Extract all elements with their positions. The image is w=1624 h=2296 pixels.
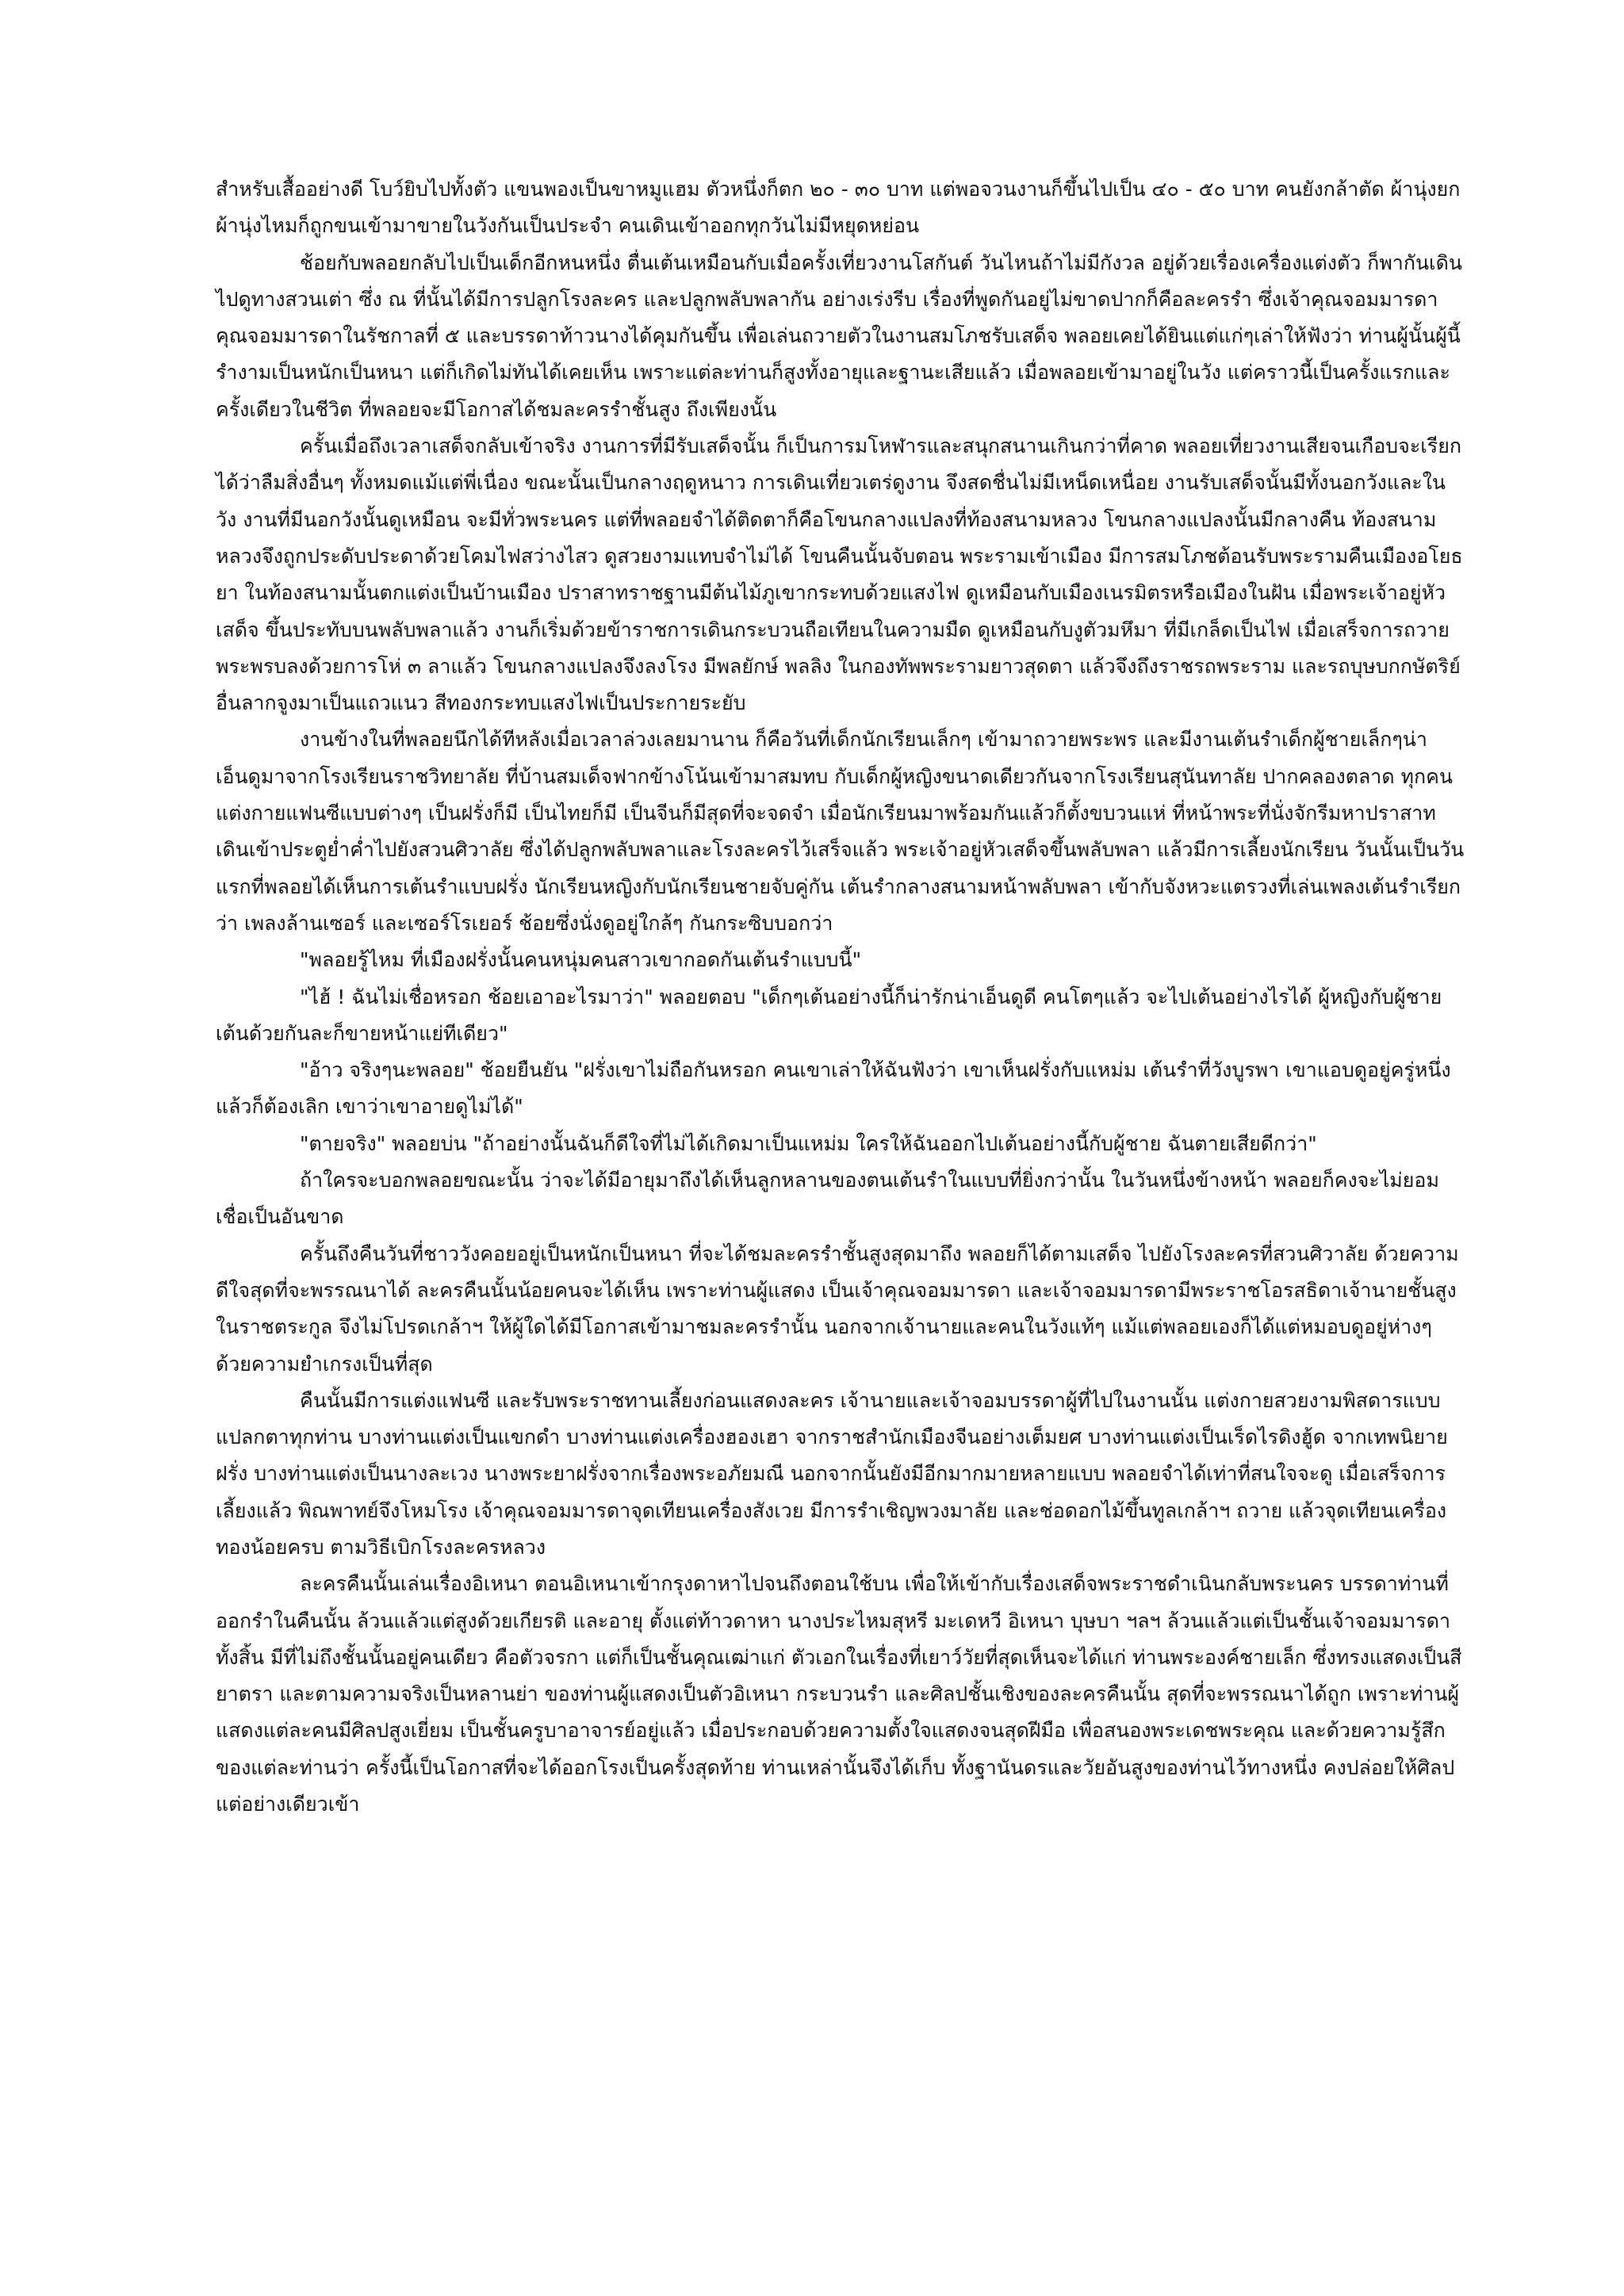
paragraph-5: "พลอยรู้ไหม ที่เมืองฝรั่งนั้นคนหนุ่มคนสาวเขากอดกันเต้นรำแบบนี้" xyxy=(300,948,862,972)
paragraph-6: "ไฮ้ ! ฉันไม่เชื่อหรอก ช้อยเอาอะไรมาว่า" พลอยตอบ "เด็กๆเต้นอย่างนี้ก็น่ารักน่าเอ็นดูดี คนโตๆแล้ว จะไปเต้นอย่างไรได้ ผู้หญิงกับผู้ชายเต้นด้วยกันละก็ขายหน้าแย่ทีเดียว" xyxy=(216,985,1442,1045)
document-body xyxy=(216,171,1465,1823)
paragraph-3: ครั้นเมื่อถึงเวลาเสด็จกลับเข้าจริง งานการที่มีรับเสด็จนั้น ก็เป็นการมโหฬารและสนุกสนานเกินกว่าที่คาด พลอยเที่ยวงานเสียจนเกือบจะเรียกได้ว่าลืมสิ่งอื่นๆ ทั้งหมดแม้แต่พี่เนื่อง ขณะนั้นเป็นกลางฤดูหนาว การเดินเที่ยวเตร่ดูงาน จึงสดชื่นไม่มีเหน็ดเหนื่อย งานรับเสด็จนั้นมีทั้งนอกวังและในวัง งานที่มีนอกวังนั้นดูเหมือน จะมีทั่วพระนคร แต่ที่พลอยจำได้ติดตาก็คือโขนกลางแปลงที่ท้องสนามหลวง โขนกลางแปลงนั้นมีกลางคืน ท้องสนามหลวงจึงถูกประดับประดาด้วยโคมไฟสว่างไสว ดูสวยงามแทบจำไม่ได้ โขนคืนนั้นจับตอน พระรามเข้าเมือง มีการสมโภชต้อนรับพระรามคืนเมืองอโยธยา ในท้องสนามนั้นตกแต่งเป็นบ้านเมือง ปราสาทราชฐานมีต้นไม้ภูเขากระทบด้วยแสงไฟ ดูเหมือนกับเมืองเนรมิตรหรือเมืองในฝัน เมื่อพระเจ้าอยู่หัวเสด็จ ขึ้นประทับบนพลับพลาแล้ว งานก็เริ่มด้วยข้าราชการเดินกระบวนถือเทียนในความมืด ดูเหมือนกับงูตัวมหึมา ที่มีเกล็ดเป็นไฟ เมื่อเสร็จการถวายพระพรบลงด้วยการโห่ ๓ ลาแล้ว โขนกลางแปลงจึงลงโรง มีพลยักษ์ พลลิง ในกองทัพพระรามยาวสุดตา แล้วจึงถึงราชรถพระราม และรถบุษบกกษัตริย์อื่นลากจูงมาเป็นแถวแนว สีทองกระทบแสงไฟเป็นประกายระยับ xyxy=(216,434,1463,715)
paragraph-2: ช้อยกับพลอยกลับไปเป็นเด็กอีกหนหนึ่ง ตื่นเต้นเหมือนกับเมื่อครั้งเที่ยวงานโสกันต์ วันไหนถ้าไม่มีกังวล อยู่ด้วยเรื่องเครื่องแต่งตัว ก็พากันเดินไปดูทางสวนเต่า ซึ่ง ณ ที่นั้นได้มีการปลูกโรงละคร และปลูกพลับพลากัน อย่างเร่งรีบ เรื่องที่พูดกันอยู่ไม่ขาดปากก็คือละครรำ ซึ่งเจ้าคุณจอมมารดา คุณจอมมารดาในรัชกาลที่ ๕ และบรรดาท้าวนางได้คุมกันขึ้น เพื่อเล่นถวายตัวในงานสมโภชรับเสด็จ พลอยเคยได้ยินแต่แก่ๆเล่าให้ฟังว่า ท่านผู้นั้นผู้นี้รำงามเป็นหนักเป็นหนา แต่ก็เกิดไม่ทันได้เคยเห็น เพราะแต่ละท่านก็สูงทั้งอายุและฐานะเสียแล้ว เมื่อพลอยเข้ามาอยู่ในวัง แต่คราวนี้เป็นครั้งแรกและครั้งเดียวในชีวิต ที่พลอยจะมีโอกาสได้ชมละครรำชั้นสูง ถึงเพียงนั้น xyxy=(216,251,1462,421)
paragraph-10: ครั้นถึงคืนวันที่ชาววังคอยอยู่เป็นหนักเป็นหนา ที่จะได้ชมละครรำชั้นสูงสุดมาถึง พลอยก็ได้ตามเสด็จ ไปยังโรงละครที่สวนศิวาลัย ด้วยความดีใจสุดที่จะพรรณนาได้ ละครคืนนั้นน้อยคนจะได้เห็น เพราะท่านผู้แสดง เป็นเจ้าคุณจอมมารดา และเจ้าจอมมารดามีพระราชโอรสธิดาเจ้านายชั้นสูงในราชตระกูล จึงไม่โปรดเกล้าฯ ให้ผู้ใดได้มีโอกาสเข้ามาชมละครรำนั้น นอกจากเจ้านายและคนในวังแท้ๆ แม้แต่พลอยเองก็ได้แต่หมอบดูอยู่ห่างๆ ด้วยความยำเกรงเป็นที่สุด xyxy=(216,1242,1459,1376)
paragraph-11: คืนนั้นมีการแต่งแฟนซี และรับพระราชทานเลี้ยงก่อนแสดงละคร เจ้านายและเจ้าจอมบรรดาผู้ที่ไปในงานนั้น แต่งกายสวยงามพิสดารแบบแปลกตาทุกท่าน บางท่านแต่งเป็นแขกดำ บางท่านแต่งเครื่องฮองเฮา จากราชสำนักเมืองจีนอย่างเต็มยศ บางท่านแต่งเป็นเร็ดไรดิงฮู้ด จากเทพนิยายฝรั่ง บางท่านแต่งเป็นนางละเวง นางพระยาฝรั่งจากเรื่องพระอภัยมณี นอกจากนั้นยังมีอีกมากมายหลายแบบ พลอยจำได้เท่าที่สนใจจะดู เมื่อเสร็จการเลี้ยงแล้ว พิณพาทย์จึงโหมโรง เจ้าคุณจอมมารดาจุดเทียนเครื่องสังเวย มีการรำเชิญพวงมาลัย และช่อดอกไม้ขึ้นทูลเกล้าฯ ถวาย แล้วจุดเทียนเครื่องทองน้อยครบ ตามวิธีเบิกโรงละครหลวง xyxy=(216,1388,1448,1559)
paragraph-7: "อ้าว จริงๆนะพลอย" ช้อยยืนยัน "ฝรั่งเขาไม่ถือกันหรอก คนเขาเล่าให้ฉันฟังว่า เขาเห็นฝรั่งกับแหม่ม เต้นรำที่วังบูรพา เขาแอบดูอยู่ครู่หนึ่ง แล้วก็ต้องเลิก เขาว่าเขาอายดูไม่ได้" xyxy=(216,1058,1451,1119)
paragraph-4: งานข้างในที่พลอยนึกได้ทีหลังเมื่อเวลาล่วงเลยมานาน ก็คือวันที่เด็กนักเรียนเล็กๆ เข้ามาถวายพระพร และมีงานเต้นรำเด็กผู้ชายเล็กๆน่าเอ็นดูมาจากโรงเรียนราชวิทยาลัย ที่บ้านสมเด็จฟากข้างโน้นเข้ามาสมทบ กับเด็กผู้หญิงขนาดเดียวกันจากโรงเรียนสุนันทาลัย ปากคลองตลาด ทุกคนแต่งกายแฟนซีแบบต่างๆ เป็นฝรั่งก็มี เป็นไทยก็มี เป็นจีนก็มีสุดที่จะจดจำ เมื่อนักเรียนมาพร้อมกันแล้วก็ตั้งขบวนแห่ ที่หน้าพระที่นั่งจักรีมหาปราสาท เดินเข้าประตูย่ำค่ำไปยังสวนศิวาลัย ซึ่งได้ปลูกพลับพลาและโรงละครไว้เสร็จแล้ว พระเจ้าอยู่หัวเสด็จขึ้นพลับพลา แล้วมีการเลี้ยงนักเรียน วันนั้นเป็นวันแรกที่พลอยได้เห็นการเต้นรำแบบฝรั่ง นักเรียนหญิงกับนักเรียนชายจับคู่กัน เต้นรำกลางสนามหน้าพลับพลา เข้ากับจังหวะแตรวงที่เล่นเพลงเต้นรำเรียกว่า เพลงล้านเซอร์ และเซอร์โรเยอร์ ช้อยซึ่งนั่งดูอยู่ใกล้ๆ กันกระซิบบอกว่า xyxy=(216,728,1465,935)
paragraph-9: ถ้าใครจะบอกพลอยขณะนั้น ว่าจะได้มีอายุมาถึงได้เห็นลูกหลานของตนเต้นรำในแบบที่ยิ่งกว่านั้น ในวันหนึ่งข้างหน้า พลอยก็คงจะไม่ยอมเชื่อเป็นอันขาด xyxy=(216,1169,1439,1229)
paragraph-8: "ตายจริง" พลอยบ่น "ถ้าอย่างนั้นฉันก็ดีใจที่ไม่ได้เกิดมาเป็นแหม่ม ใครให้ฉันออกไปเต้นอย่างนี้กับผู้ชาย ฉันตายเสียดีกว่า" xyxy=(300,1131,1317,1155)
paragraph-1: สำหรับเสื้ออย่างดี โบว์ยิบไปทั้งตัว แขนพองเป็นขาหมูแฮม ตัวหนึ่งก็ตก ๒๐ - ๓๐ บาท แต่พอจวนงานก็ขึ้นไปเป็น ๔๐ - ๕๐ บาท คนยังกล้าตัด ผ้านุ่งยกผ้านุ่งไหมก็ถูกขนเข้ามาขายในวังกันเป็นประจำ คนเดินเข้าออกทุกวันไม่มีหยุดหย่อน xyxy=(216,178,1461,238)
paragraph-12: ละครคืนนั้นเล่นเรื่องอิเหนา ตอนอิเหนาเข้ากรุงดาหาไปจนถึงตอนใช้บน เพื่อให้เข้ากับเรื่องเสด็จพระราชดำเนินกลับพระนคร บรรดาท่านที่ออกรำในคืนนั้น ล้วนแล้วแต่สูงด้วยเกียรติ และอายุ ตั้งแต่ท้าวดาหา นางประไหมสุหรี มะเดหวี อิเหนา บุษบา ฯลฯ ล้วนแล้วแต่เป็นชั้นเจ้าจอมมารดาทั้งสิ้น มีที่ไม่ถึงชั้นนั้นอยู่คนเดียว คือตัวจรกา แต่ก็เป็นชั้นคุณเฒ่าแก่ ตัวเอกในเรื่องที่เยาว์วัยที่สุดเห็นจะได้แก่ ท่านพระองค์ชายเล็ก ซึ่งทรงแสดงเป็นสียาตรา และตามความจริงเป็นหลานย่า ของท่านผู้แสดงเป็นตัวอิเหนา กระบวนรำ และศิลปชั้นเชิงของละครคืนนั้น สุดที่จะพรรณนาได้ถูก เพราะท่านผู้แสดงแต่ละคนมีศิลปสูงเยี่ยม เป็นชั้นครูบาอาจารย์อยู่แล้ว เมื่อประกอบด้วยความตั้งใจแสดงจนสุดฝีมือ เพื่อสนองพระเดชพระคุณ และด้วยความรู้สึกของแต่ละท่านว่า ครั้งนี้เป็นโอกาสที่จะได้ออกโรงเป็นครั้งสุดท้าย ท่านเหล่านั้นจึงได้เก็บ ทั้งฐานันดรและวัยอันสูงของท่านไว้ทางหนึ่ง คงปล่อยให้ศิลปแต่อย่างเดียวเข้า xyxy=(216,1572,1462,1816)
